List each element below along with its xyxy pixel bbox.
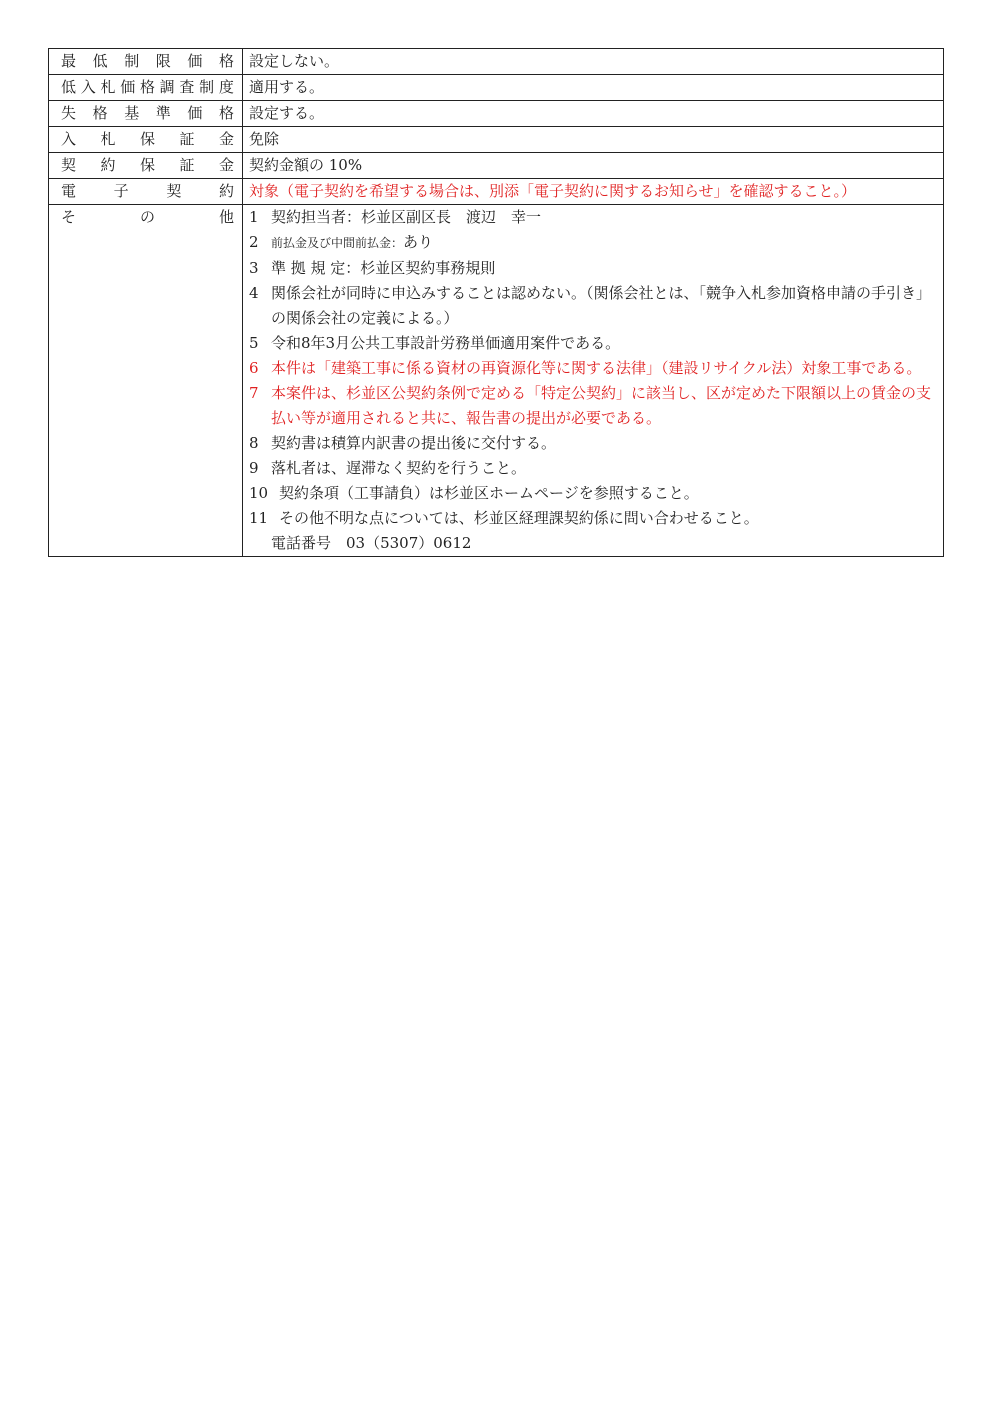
row-low-bid-survey bbox=[49, 75, 944, 101]
row-value: 設定する。 bbox=[243, 101, 944, 127]
item-number: 1 bbox=[249, 208, 259, 226]
row-disqualification-price bbox=[49, 101, 944, 127]
row-value: 設定しない。 bbox=[243, 49, 944, 75]
label-char: 札 bbox=[100, 130, 116, 148]
row-min-price bbox=[49, 49, 944, 75]
item-number: 11 bbox=[249, 509, 269, 527]
other-item bbox=[249, 331, 937, 356]
row-label bbox=[49, 179, 243, 205]
label-char: そ bbox=[61, 208, 77, 226]
row-label bbox=[49, 49, 243, 75]
row-value: 対象（電子契約を希望する場合は、別添「電子契約に関するお知らせ」を確認すること。） bbox=[243, 179, 944, 205]
label-char: 入 bbox=[80, 78, 96, 96]
item-number: 6 bbox=[249, 359, 259, 377]
label-disqualification-price bbox=[61, 101, 234, 126]
label-char: 限 bbox=[155, 52, 171, 70]
label-char: 保 bbox=[139, 156, 155, 174]
other-items bbox=[243, 205, 944, 557]
label-char: 低 bbox=[92, 52, 108, 70]
label-char: 査 bbox=[179, 78, 195, 96]
item-text: 契約条項（工事請負）は杉並区ホームページを参照すること。 bbox=[279, 484, 699, 502]
item-number: 9 bbox=[249, 459, 259, 477]
item-number: 5 bbox=[249, 334, 259, 352]
label-char: 制 bbox=[199, 78, 215, 96]
label-char: 価 bbox=[187, 52, 203, 70]
label-char: 格 bbox=[218, 52, 234, 70]
row-label bbox=[49, 75, 243, 101]
item-small-label: 前払金及び中間前払金： bbox=[271, 236, 404, 250]
row-other bbox=[49, 205, 944, 557]
item-text bbox=[271, 230, 937, 256]
row-bid-bond bbox=[49, 127, 944, 153]
other-item bbox=[249, 256, 937, 281]
label-char: 準 bbox=[155, 104, 171, 122]
other-list bbox=[249, 205, 937, 531]
item-number: 4 bbox=[249, 284, 259, 302]
label-char: 最 bbox=[61, 52, 77, 70]
label-char: 子 bbox=[113, 182, 129, 200]
item-number: 8 bbox=[249, 434, 259, 452]
item-text: 契約担当者：杉並区副区長 渡辺 幸一 bbox=[271, 208, 542, 226]
label-char: 証 bbox=[179, 156, 195, 174]
phone-number: 電話番号 03（5307）0612 bbox=[271, 534, 472, 552]
label-char: 金 bbox=[218, 130, 234, 148]
item-value: あり bbox=[403, 233, 434, 251]
row-electronic-contract bbox=[49, 179, 944, 205]
item-text: 本件は「建築工事に係る資材の再資源化等に関する法律」（建設リサイクル法）対象工事である。 bbox=[271, 359, 922, 377]
label-char: 基 bbox=[124, 104, 140, 122]
label-min-price bbox=[61, 49, 234, 74]
label-char: 他 bbox=[218, 208, 234, 226]
row-label bbox=[49, 153, 243, 179]
other-item bbox=[249, 205, 937, 230]
label-char: 制 bbox=[124, 52, 140, 70]
label-char: 証 bbox=[179, 130, 195, 148]
label-contract-bond bbox=[61, 153, 234, 178]
item-text: 落札者は、遅滞なく契約を行うこと。 bbox=[271, 459, 527, 477]
item-text: 令和8年3月公共工事設計労務単価適用案件である。 bbox=[271, 334, 621, 352]
item-text: 本案件は、杉並区公契約条例で定める「特定公契約」に該当し、区が定めた下限額以上の賃金の支払い等が適用されると共に、報告書の提出が必要である。 bbox=[271, 384, 932, 427]
label-char: 度 bbox=[218, 78, 234, 96]
label-char: 札 bbox=[100, 78, 116, 96]
label-char: 契 bbox=[61, 156, 77, 174]
label-char: 電 bbox=[61, 182, 77, 200]
label-char: 保 bbox=[139, 130, 155, 148]
label-char: 格 bbox=[139, 78, 155, 96]
item-number: 3 bbox=[249, 259, 259, 277]
label-char: 約 bbox=[218, 182, 234, 200]
label-char: の bbox=[139, 208, 155, 226]
item-text: 契約書は積算内訳書の提出後に交付する。 bbox=[271, 434, 557, 452]
label-bid-bond bbox=[61, 127, 234, 152]
label-char: 金 bbox=[218, 156, 234, 174]
row-contract-bond bbox=[49, 153, 944, 179]
item-text: その他不明な点については、杉並区経理課契約係に問い合わせること。 bbox=[279, 509, 759, 527]
row-label bbox=[49, 127, 243, 153]
label-char: 失 bbox=[61, 104, 77, 122]
label-char: 格 bbox=[92, 104, 108, 122]
label-char: 入 bbox=[61, 130, 77, 148]
label-char: 価 bbox=[120, 78, 136, 96]
label-char: 格 bbox=[218, 104, 234, 122]
label-electronic-contract bbox=[61, 179, 234, 204]
other-item bbox=[249, 356, 937, 381]
other-item bbox=[249, 431, 937, 456]
label-low-bid-survey bbox=[61, 75, 234, 100]
other-item bbox=[249, 281, 937, 331]
label-char: 低 bbox=[61, 78, 77, 96]
label-char: 契 bbox=[166, 182, 182, 200]
label-char: 価 bbox=[187, 104, 203, 122]
item-text: 準 拠 規 定：杉並区契約事務規則 bbox=[271, 259, 496, 277]
row-value: 免除 bbox=[243, 127, 944, 153]
other-item bbox=[249, 456, 937, 481]
label-char: 約 bbox=[100, 156, 116, 174]
other-item bbox=[249, 481, 937, 506]
conditions-table bbox=[48, 48, 944, 557]
item-number: 7 bbox=[249, 384, 259, 402]
item-number: 10 bbox=[249, 484, 269, 502]
other-item bbox=[249, 381, 937, 431]
other-item bbox=[249, 506, 937, 531]
row-value: 契約金額の 10% bbox=[243, 153, 944, 179]
item-number: 2 bbox=[249, 233, 259, 251]
row-label bbox=[49, 101, 243, 127]
other-item bbox=[249, 230, 937, 256]
label-char: 調 bbox=[159, 78, 175, 96]
row-label bbox=[49, 205, 243, 557]
item-text: 関係会社が同時に申込みすることは認めない。（関係会社とは、「競争入札参加資格申請の手引き」の関係会社の定義による。） bbox=[271, 284, 932, 327]
label-other bbox=[61, 205, 234, 230]
row-value: 適用する。 bbox=[243, 75, 944, 101]
